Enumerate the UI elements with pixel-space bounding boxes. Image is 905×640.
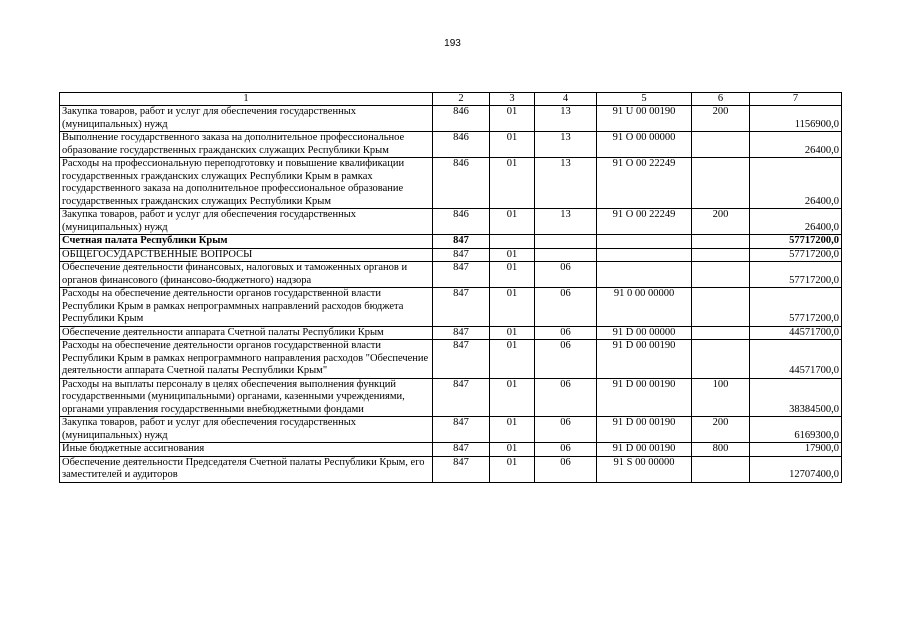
table-row: [60, 443, 842, 457]
ministry-code: 846: [433, 132, 490, 158]
target-article-code: 91 D 00 00190: [597, 417, 692, 443]
amount: 44571700,0: [750, 340, 842, 379]
row-name: Расходы на выплаты персоналу в целях обеспечения выполнения функций государственными (муниципальными) органами, казенными учреждениями, органами управления государственными внебюджетными фондами: [60, 378, 433, 417]
subsection-code: 06: [535, 456, 597, 482]
ministry-code: 847: [433, 235, 490, 249]
row-name: ОБЩЕГОСУДАРСТВЕННЫЕ ВОПРОСЫ: [60, 248, 433, 262]
subsection-code: 13: [535, 158, 597, 209]
header-cell: 6: [692, 93, 750, 106]
target-article-code: [597, 248, 692, 262]
target-article-code: 91 S 00 00000: [597, 456, 692, 482]
expense-type-code: [692, 158, 750, 209]
ministry-code: 847: [433, 248, 490, 262]
row-name: Закупка товаров, работ и услуг для обеспечения государственных (муниципальных) нужд: [60, 106, 433, 132]
table-row: [60, 326, 842, 340]
row-name: Иные бюджетные ассигнования: [60, 443, 433, 457]
amount: 44571700,0: [750, 326, 842, 340]
section-code: 01: [490, 417, 535, 443]
row-name: Обеспечение деятельности финансовых, налоговых и таможенных органов и органов финансового (финансово-бюджетного) надзора: [60, 262, 433, 288]
table-row: [60, 288, 842, 327]
subsection-code: 06: [535, 262, 597, 288]
table-row: [60, 456, 842, 482]
ministry-code: 847: [433, 288, 490, 327]
section-code: 01: [490, 288, 535, 327]
target-article-code: 91 D 00 00190: [597, 443, 692, 457]
section-code: 01: [490, 209, 535, 235]
subsection-code: 13: [535, 106, 597, 132]
header-cell: 2: [433, 93, 490, 106]
expense-type-code: 200: [692, 209, 750, 235]
expense-type-code: 100: [692, 378, 750, 417]
table-row: [60, 340, 842, 379]
amount: 26400,0: [750, 132, 842, 158]
row-name: Выполнение государственного заказа на дополнительное профессиональное образование государственных гражданских служащих Республики Крым: [60, 132, 433, 158]
section-code: 01: [490, 106, 535, 132]
table-row: [60, 106, 842, 132]
expense-type-code: 200: [692, 106, 750, 132]
header-cell: 4: [535, 93, 597, 106]
row-name: Счетная палата Республики Крым: [60, 235, 433, 249]
subsection-code: 06: [535, 326, 597, 340]
target-article-code: 91 U 00 00190: [597, 106, 692, 132]
table-row: [60, 235, 842, 249]
section-code: 01: [490, 456, 535, 482]
amount: 6169300,0: [750, 417, 842, 443]
expense-type-code: [692, 262, 750, 288]
amount: 57717200,0: [750, 248, 842, 262]
row-name: Расходы на обеспечение деятельности органов государственной власти Республики Крым в рамках непрограммного направления расходов "Обеспечение деятельности аппарата Счетной палаты Республики Крым": [60, 340, 433, 379]
section-code: 01: [490, 326, 535, 340]
header-cell: 5: [597, 93, 692, 106]
expense-type-code: [692, 132, 750, 158]
target-article-code: [597, 235, 692, 249]
ministry-code: 847: [433, 326, 490, 340]
expense-type-code: [692, 248, 750, 262]
expense-type-code: [692, 326, 750, 340]
table-row: [60, 248, 842, 262]
header-row: [60, 93, 842, 106]
ministry-code: 847: [433, 417, 490, 443]
target-article-code: 91 D 00 00190: [597, 378, 692, 417]
expense-type-code: 200: [692, 417, 750, 443]
table-row: [60, 417, 842, 443]
amount: 57717200,0: [750, 235, 842, 249]
table-row: [60, 209, 842, 235]
subsection-code: 13: [535, 132, 597, 158]
table-row: [60, 262, 842, 288]
table-row: [60, 158, 842, 209]
amount: 26400,0: [750, 158, 842, 209]
section-code: 01: [490, 248, 535, 262]
ministry-code: 847: [433, 340, 490, 379]
section-code: 01: [490, 443, 535, 457]
target-article-code: 91 D 00 00000: [597, 326, 692, 340]
table-row: [60, 378, 842, 417]
header-cell: 1: [60, 93, 433, 106]
ministry-code: 846: [433, 158, 490, 209]
subsection-code: [535, 248, 597, 262]
amount: 1156900,0: [750, 106, 842, 132]
budget-table: [59, 92, 842, 483]
row-name: Обеспечение деятельности аппарата Счетной палаты Республики Крым: [60, 326, 433, 340]
target-article-code: 91 D 00 00190: [597, 340, 692, 379]
expense-type-code: [692, 456, 750, 482]
ministry-code: 847: [433, 262, 490, 288]
target-article-code: 91 О 00 22249: [597, 209, 692, 235]
ministry-code: 846: [433, 209, 490, 235]
amount: 57717200,0: [750, 288, 842, 327]
subsection-code: 06: [535, 378, 597, 417]
table-row: [60, 132, 842, 158]
subsection-code: [535, 235, 597, 249]
subsection-code: 06: [535, 443, 597, 457]
subsection-code: 06: [535, 288, 597, 327]
row-name: Закупка товаров, работ и услуг для обеспечения государственных (муниципальных) нужд: [60, 209, 433, 235]
row-name: Расходы на профессиональную переподготовку и повышение квалификации государственных гражданских служащих Республики Крым в рамках государственного заказа на дополнительное профессиональное образование государственных гражданских служащих Республики Крым: [60, 158, 433, 209]
section-code: 01: [490, 158, 535, 209]
subsection-code: 06: [535, 340, 597, 379]
target-article-code: 91 О 00 00000: [597, 132, 692, 158]
amount: 26400,0: [750, 209, 842, 235]
section-code: 01: [490, 378, 535, 417]
amount: 17900,0: [750, 443, 842, 457]
ministry-code: 847: [433, 378, 490, 417]
target-article-code: [597, 262, 692, 288]
expense-type-code: 800: [692, 443, 750, 457]
ministry-code: 846: [433, 106, 490, 132]
header-cell: 7: [750, 93, 842, 106]
section-code: 01: [490, 262, 535, 288]
amount: 12707400,0: [750, 456, 842, 482]
expense-type-code: [692, 340, 750, 379]
section-code: [490, 235, 535, 249]
amount: 38384500,0: [750, 378, 842, 417]
section-code: 01: [490, 340, 535, 379]
row-name: Расходы на обеспечение деятельности органов государственной власти Республики Крым в рамках непрограммных направлений расходов бюджета Республики Крым: [60, 288, 433, 327]
target-article-code: 91 0 00 00000: [597, 288, 692, 327]
expense-type-code: [692, 235, 750, 249]
row-name: Закупка товаров, работ и услуг для обеспечения государственных (муниципальных) нужд: [60, 417, 433, 443]
ministry-code: 847: [433, 456, 490, 482]
row-name: Обеспечение деятельности Председателя Счетной палаты Республики Крым, его заместителей и аудиторов: [60, 456, 433, 482]
page-number: 193: [444, 38, 461, 49]
section-code: 01: [490, 132, 535, 158]
ministry-code: 847: [433, 443, 490, 457]
header-cell: 3: [490, 93, 535, 106]
expense-type-code: [692, 288, 750, 327]
subsection-code: 06: [535, 417, 597, 443]
amount: 57717200,0: [750, 262, 842, 288]
target-article-code: 91 О 00 22249: [597, 158, 692, 209]
subsection-code: 13: [535, 209, 597, 235]
